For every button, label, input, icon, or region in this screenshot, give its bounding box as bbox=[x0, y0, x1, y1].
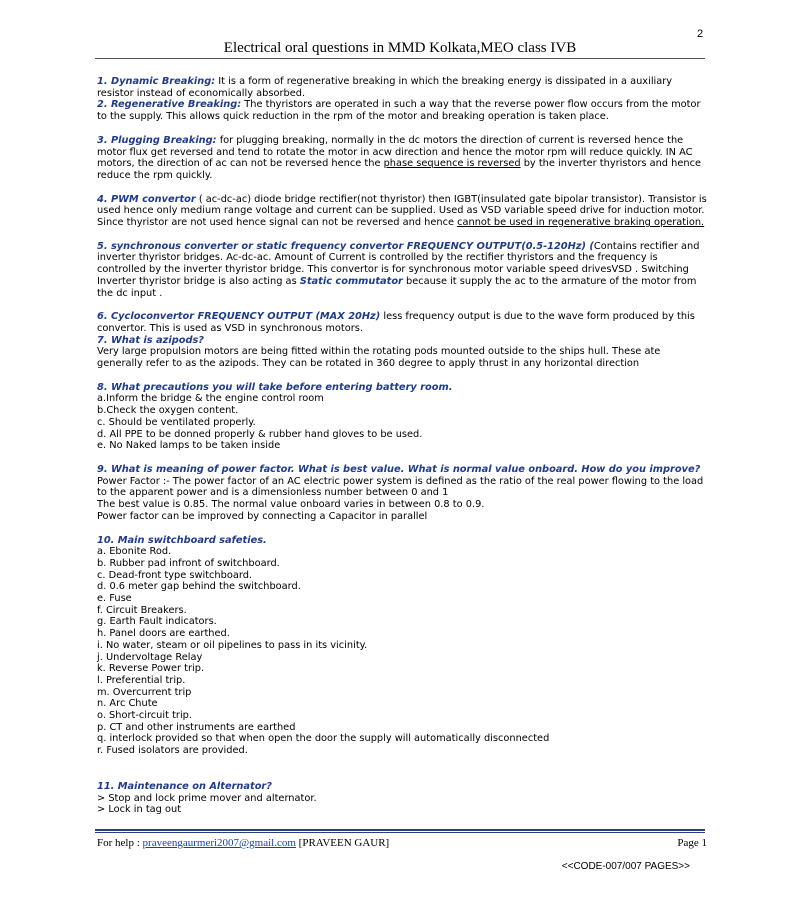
list-item: n. Arc Chute bbox=[97, 698, 158, 710]
question-heading: Static commutator bbox=[299, 275, 403, 287]
answer-text: Power Factor :- The power factor of an AC electric power system is defined as the ratio of the real power flowing to the load to the apparent power and is a dimensionless number between 0 and 1 bbox=[97, 475, 704, 499]
question-heading: 10. Main switchboard safeties. bbox=[97, 534, 267, 546]
question-heading: 4. PWM convertor bbox=[97, 193, 196, 205]
answer-text: It is a form of regenerative breaking in which the breaking energy is dissipated in a auxiliary resistor instead of economically absorbed. bbox=[97, 76, 673, 99]
section-2 bbox=[97, 99, 707, 122]
list-item: k. Reverse Power trip. bbox=[97, 663, 205, 675]
section-5 bbox=[97, 241, 707, 300]
answer-text: Contains rectifier and inverter thyristor bridges. Ac-dc-ac. Amount of Current is controlled by the rectifier thyristors and the frequency is controlled by the inverter thyristor bridge. This convertor is for synchronous motor variable speed drivesVSD . Switching Inverter thyristor bridge is also acting as bbox=[97, 240, 700, 287]
question-heading: 8. What precautions you will take before entering battery room. bbox=[97, 381, 453, 393]
question-heading: 6. Cycloconvertor FREQUENCY OUTPUT (MAX 20Hz) bbox=[97, 311, 381, 323]
footer-prefix: For help : bbox=[97, 837, 143, 849]
question-heading: 5. synchronous converter or static frequency convertor FREQUENCY OUTPUT(0.5-120Hz) ( bbox=[97, 240, 594, 252]
footer-page-label: Page 1 bbox=[677, 837, 707, 849]
list-item: r. Fused isolators are provided. bbox=[97, 745, 248, 757]
section-6 bbox=[97, 311, 707, 334]
document-body bbox=[97, 76, 707, 816]
answer-text: less frequency output is due to the wave form produced by this convertor. This is used as VSD in synchronous motors. bbox=[97, 311, 695, 334]
answer-text: The thyristors are operated in such a way that the reverse power flow occurs from the motor to the supply. This allows quick reduction in the rpm of the motor and breaking operation is taken place. bbox=[97, 99, 701, 123]
section-3 bbox=[97, 135, 707, 182]
list-item: e. Fuse bbox=[97, 593, 132, 605]
list-item: b.Check the oxygen content. bbox=[97, 405, 239, 417]
answer-text: Very large propulsion motors are being fitted within the rotating pods mounted outside to the ships hull. These ate generally refer to as the azipods. They can be rotated in 360 degree to apply thrust in any horizontal direction bbox=[97, 346, 661, 370]
question-heading: 7. What is azipods? bbox=[97, 334, 204, 346]
email-link[interactable]: praveengaurmeri2007@gmail.com bbox=[142, 837, 296, 849]
list-item: i. No water, steam or oil pipelines to pass in its vicinity. bbox=[97, 639, 368, 651]
answer-text: Power factor can be improved by connecting a Capacitor in parallel bbox=[97, 510, 428, 522]
answer-text: ( ac-dc-ac) diode bridge rectifier(not thyristor) then IGBT(insulated gate bipolar transistor). Transistor is used hence only medium range voltage and current can be supplied. Used as VSD variable speed drive for induction motor. Since thyristor are not used hence signal can not be reversed and hence bbox=[97, 193, 707, 229]
footer bbox=[97, 837, 707, 849]
list-item: g. Earth Fault indicators. bbox=[97, 616, 217, 628]
list-item: h. Panel doors are earthed. bbox=[97, 628, 230, 640]
footer-rule bbox=[95, 829, 705, 831]
document-title: Electrical oral questions in MMD Kolkata,MEO class IVB bbox=[223, 40, 577, 56]
list-item: j. Undervoltage Relay bbox=[97, 651, 203, 663]
footer-rule bbox=[95, 832, 705, 833]
underlined-text: phase sequence is reversed bbox=[383, 158, 521, 170]
list-item: c. Dead-front type switchboard. bbox=[97, 569, 253, 581]
question-heading: 1. Dynamic Breaking: bbox=[97, 76, 216, 87]
list-item: > Lock in tag out bbox=[97, 804, 182, 816]
list-item: a.Inform the bridge & the engine control room bbox=[97, 393, 324, 405]
footer-author: [PRAVEEN GAUR] bbox=[295, 837, 390, 849]
list-item: f. Circuit Breakers. bbox=[97, 604, 187, 616]
section-4 bbox=[97, 194, 707, 229]
answer-text: The best value is 0.85. The normal value onboard varies in between 0.8 to 0.9. bbox=[97, 499, 485, 511]
question-heading: 3. Plugging Breaking: bbox=[97, 134, 217, 146]
answer-text: for plugging breaking, normally in the dc motors the direction of current is reversed hence the motor flux get reversed and tend to rotate the motor in acw direction and hence the motor rpm will reduce quickly. IN AC motors, the direction of ac can not be reversed hence the bbox=[97, 134, 693, 170]
list-item: o. Short-circuit trip. bbox=[97, 710, 192, 722]
code-label: <<CODE-007/007 PAGES>> bbox=[561, 861, 690, 872]
list-item: m. Overcurrent trip bbox=[97, 686, 192, 698]
question-heading: 2. Regenerative Breaking: bbox=[97, 99, 242, 111]
list-item: b. Rubber pad infront of switchboard. bbox=[97, 557, 280, 569]
list-item: e. No Naked lamps to be taken inside bbox=[97, 440, 281, 452]
list-item: d. All PPE to be donned properly & rubber hand gloves to be used. bbox=[97, 428, 423, 440]
list-item: q. interlock provided so that when open the door the supply will automatically disconnected bbox=[97, 733, 550, 745]
page-number: 2 bbox=[697, 28, 704, 40]
section-1 bbox=[97, 76, 707, 99]
list-item: d. 0.6 meter gap behind the switchboard. bbox=[97, 581, 301, 593]
list-item: l. Preferential trip. bbox=[97, 674, 186, 686]
list-item: p. CT and other instruments are earthed bbox=[97, 721, 296, 733]
list-item: c. Should be ventilated properly. bbox=[97, 416, 256, 428]
underlined-text: cannot be used in regenerative braking operation. bbox=[457, 217, 705, 229]
question-heading: 11. Maintenance on Alternator? bbox=[97, 780, 272, 792]
question-heading: 9. What is meaning of power factor. What is best value. What is normal value onboard. How do you improve? bbox=[97, 463, 701, 475]
answer-text: because it supply the ac to the armature of the motor from the dc input . bbox=[97, 275, 697, 299]
title-rule bbox=[95, 58, 705, 59]
answer-text: by the inverter thyristors and hence reduce the rpm quickly. bbox=[97, 158, 701, 181]
list-item: > Stop and lock prime mover and alternator. bbox=[97, 792, 317, 804]
list-item: a. Ebonite Rod. bbox=[97, 546, 172, 558]
